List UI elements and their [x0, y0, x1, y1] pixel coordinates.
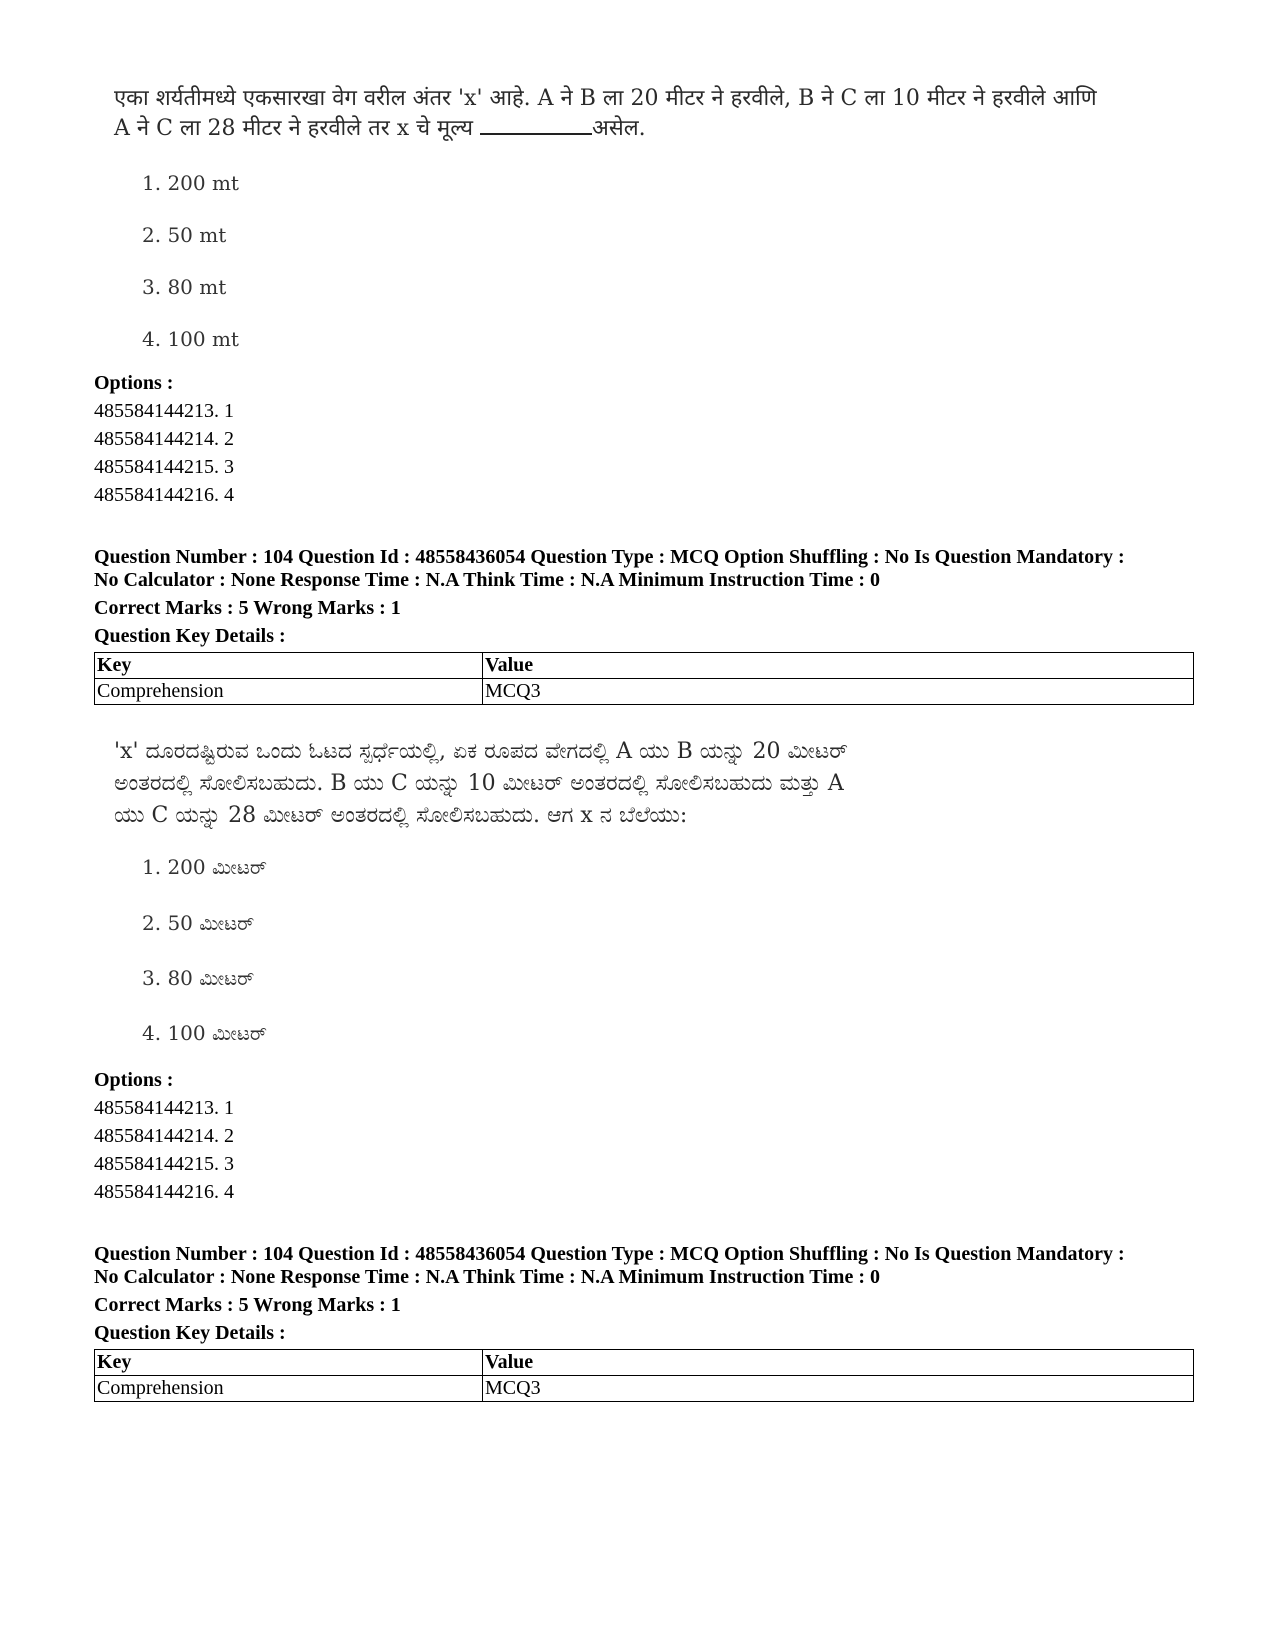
- choice-2: 2. 50 mt: [142, 223, 227, 247]
- question-stem-line-1: एका शर्यतीमध्ये एकसारखा वेग वरील अंतर 'x' आहे. A ने B ला 20 मीटर ने हरवीले, B ने C ला 10 मीटर ने हरवीले आणि: [114, 86, 1097, 111]
- marks-line: Correct Marks : 5 Wrong Marks : 1: [94, 1294, 401, 1316]
- table-header-row: [95, 653, 1194, 679]
- table-row: [95, 679, 1194, 705]
- key-details-table: [94, 652, 1194, 705]
- table-cell-value: MCQ3: [483, 679, 1194, 705]
- table-cell-value: MCQ3: [483, 1376, 1194, 1402]
- options-heading: Options :: [94, 372, 174, 394]
- option-item: 485584144215. 3: [94, 456, 234, 478]
- option-item: 485584144214. 2: [94, 1125, 234, 1147]
- options-list: [94, 397, 234, 509]
- table-header-value: Value: [483, 653, 1194, 679]
- question-meta-line-1: Question Number : 104 Question Id : 48558436054 Question Type : MCQ Option Shuffling : No Is Question Mandatory :: [94, 1243, 1125, 1265]
- option-item: 485584144214. 2: [94, 428, 234, 450]
- table-header-key: Key: [95, 1350, 483, 1376]
- answer-blank: [480, 115, 592, 135]
- choice-1: 1. 200 ಮೀಟರ್: [142, 855, 267, 879]
- option-item: 485584144215. 3: [94, 1153, 234, 1175]
- table-cell-key: Comprehension: [95, 1376, 483, 1402]
- question-meta-line-2: No Calculator : None Response Time : N.A Think Time : N.A Minimum Instruction Time : 0: [94, 1266, 880, 1288]
- choice-4: 4. 100 ಮೀಟರ್: [142, 1021, 267, 1045]
- table-header-row: [95, 1350, 1194, 1376]
- key-details-heading: Question Key Details :: [94, 1322, 286, 1344]
- options-list: [94, 1094, 234, 1206]
- table-header-key: Key: [95, 653, 483, 679]
- question-image-kannada: [114, 736, 1184, 832]
- question-stem-line-3: ಯು C ಯನ್ನು 28 ಮೀಟರ್ ಅಂತರದಲ್ಲಿ ಸೋಲಿಸಬಹುದು. ಆಗ x ನ ಬೆಲೆಯು:: [114, 803, 688, 828]
- question-stem-line-2: [114, 114, 1184, 144]
- question-meta-line-2: No Calculator : None Response Time : N.A Think Time : N.A Minimum Instruction Time : 0: [94, 569, 880, 591]
- options-heading: Options :: [94, 1069, 174, 1091]
- table-row: [95, 1376, 1194, 1402]
- question-meta: [94, 546, 1204, 592]
- choice-1: 1. 200 mt: [142, 171, 239, 195]
- option-item: 485584144213. 1: [94, 1097, 234, 1119]
- choice-3: 3. 80 mt: [142, 275, 227, 299]
- choice-4: 4. 100 mt: [142, 327, 239, 351]
- question-meta: [94, 1243, 1204, 1289]
- question-stem-line-1: 'x' ದೂರದಷ್ಟಿರುವ ಒಂದು ಓಟದ ಸ್ಪರ್ಧೆಯಲ್ಲಿ, ಏಕ ರೂಪದ ವೇಗದಲ್ಲಿ A ಯು B ಯನ್ನು 20 ಮೀಟರ್: [114, 739, 848, 764]
- key-details-table: [94, 1349, 1194, 1402]
- question-meta-line-1: Question Number : 104 Question Id : 48558436054 Question Type : MCQ Option Shuffling : No Is Question Mandatory :: [94, 546, 1125, 568]
- choice-2: 2. 50 ಮೀಟರ್: [142, 911, 255, 935]
- table-header-value: Value: [483, 1350, 1194, 1376]
- question-image-marathi: [114, 84, 1184, 144]
- option-item: 485584144216. 4: [94, 1181, 234, 1203]
- choice-3: 3. 80 ಮೀಟರ್: [142, 966, 255, 990]
- question-stem-line-2-suffix: असेल.: [592, 116, 646, 141]
- option-item: 485584144216. 4: [94, 484, 234, 506]
- question-stem-line-2: ಅಂತರದಲ್ಲಿ ಸೋಲಿಸಬಹುದು. B ಯು C ಯನ್ನು 10 ಮೀಟರ್ ಅಂತರದಲ್ಲಿ ಸೋಲಿಸಬಹುದು ಮತ್ತು A: [114, 771, 844, 796]
- table-cell-key: Comprehension: [95, 679, 483, 705]
- key-details-heading: Question Key Details :: [94, 625, 286, 647]
- question-stem-line-2-prefix: A ने C ला 28 मीटर ने हरवीले तर x चे मूल्य: [114, 116, 474, 141]
- marks-line: Correct Marks : 5 Wrong Marks : 1: [94, 597, 401, 619]
- option-item: 485584144213. 1: [94, 400, 234, 422]
